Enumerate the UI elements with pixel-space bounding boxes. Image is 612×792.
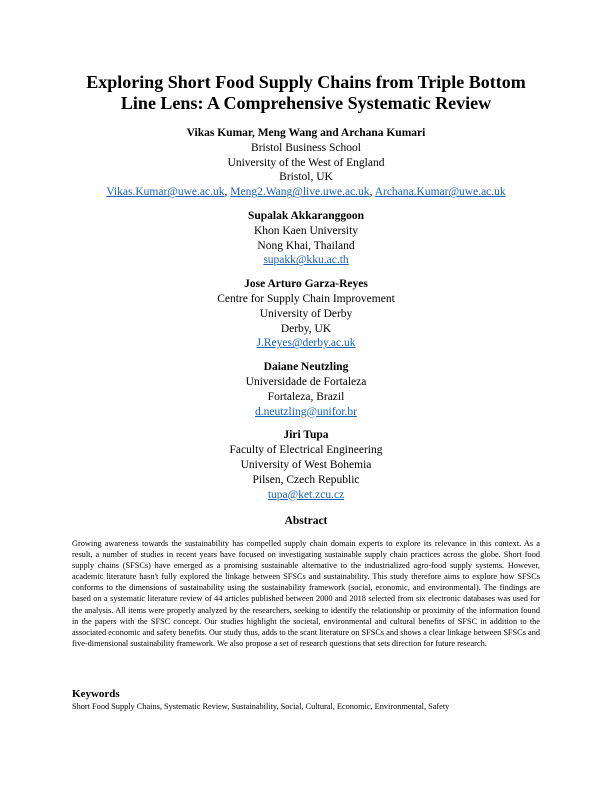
email-list [0, 185, 612, 200]
author-names: Jiri Tupa [283, 429, 329, 442]
email-link[interactable]: J.Reyes@derby.ac.uk [256, 337, 356, 350]
affiliation-line: Nong Khai, Thailand [257, 239, 355, 252]
abstract-text: Growing awareness towards the sustainability has compelled supply chain domain experts to explore its relevance in this context. As a result, a number of studies in recent years have focused on investigating sustainable supply chain practices across the globe. Short food supply chains (SFSCs) have emerged as a promising sustainable alternative to the industrialized agro-food supply systems. However, academic literature hasn't fully explored the linkage between SFSCs and sustainability. This study therefore aims to explore how SFSCs conforms to the dimensions of sustainability using the sustainability framework (social, economic, and environmental). The findings are based on a systematic literature review of 44 articles published between 2000 and 2018 selected from six electronic databases was used for the analysis. All items were properly analyzed by the researchers, seeking to identify the relationship or proximity of the information found in the papers with the SFSC concept. Our studies highlight the societal, environmental and cultural benefits of SFSC in addition to the associated economic and safety benefits. Our study thus, adds to the scant literature on SFSCs and shows a clear linkage between SFSCs and five-dimensional sustainability framework. We also propose a set of research questions that sets direction for future research. [72, 539, 540, 648]
affiliation-line: Faculty of Electrical Engineering [229, 444, 383, 457]
author-block [0, 126, 612, 511]
affiliation-line: Derby, UK [280, 322, 332, 335]
email-link[interactable]: Archana.Kumar@uwe.ac.uk [374, 186, 506, 199]
title-line-1: Exploring Short Food Supply Chains from Triple Bottom [86, 72, 526, 92]
email-list [0, 405, 612, 420]
affiliation-block [0, 209, 612, 268]
paper-title [60, 72, 552, 114]
affiliation-block [0, 428, 612, 502]
email-link[interactable]: d.neutzling@unifor.br [255, 405, 357, 418]
affiliation-line: Bristol Business School [251, 141, 361, 154]
email-link[interactable]: Meng2.Wang@live.uwe.ac.uk [230, 186, 370, 199]
author-names: Supalak Akkaranggoon [247, 209, 364, 222]
affiliation-line: University of the West of England [227, 156, 385, 169]
affiliation-line: Bristol, UK [279, 171, 333, 184]
affiliation-line: University of West Bohemia [240, 458, 372, 471]
email-link[interactable]: tupa@ket.zcu.cz [267, 488, 345, 501]
affiliation-block [0, 360, 612, 419]
email-list [0, 336, 612, 351]
affiliation-block [0, 277, 612, 351]
author-names: Vikas Kumar, Meng Wang and Archana Kumari [186, 127, 426, 139]
affiliation-line: Universidade de Fortaleza [245, 375, 367, 388]
affiliation-line: Centre for Supply Chain Improvement [217, 292, 395, 305]
email-separator: , [224, 186, 231, 199]
email-link[interactable]: Vikas.Kumar@uwe.ac.uk [106, 186, 225, 199]
email-list [0, 488, 612, 503]
affiliation-line: University of Derby [259, 307, 353, 320]
affiliation-block [0, 126, 612, 200]
keywords-heading: Keywords [72, 688, 120, 700]
affiliation-line: Fortaleza, Brazil [267, 390, 345, 403]
abstract-heading: Abstract [284, 515, 328, 527]
email-link[interactable]: supakk@kku.ac.th [263, 254, 349, 267]
email-separator: , [369, 186, 375, 199]
email-list [0, 253, 612, 268]
keywords-text: Short Food Supply Chains, Systematic Review, Sustainability, Social, Cultural, Economic, Environmental, Safety [72, 702, 450, 711]
affiliation-line: Khon Kaen University [253, 224, 359, 237]
title-line-2: Line Lens: A Comprehensive Systematic Review [120, 93, 492, 113]
author-names: Jose Arturo Garza-Reyes [244, 278, 368, 291]
author-names: Daiane Neutzling [263, 361, 349, 374]
affiliation-line: Pilsen, Czech Republic [252, 473, 360, 486]
